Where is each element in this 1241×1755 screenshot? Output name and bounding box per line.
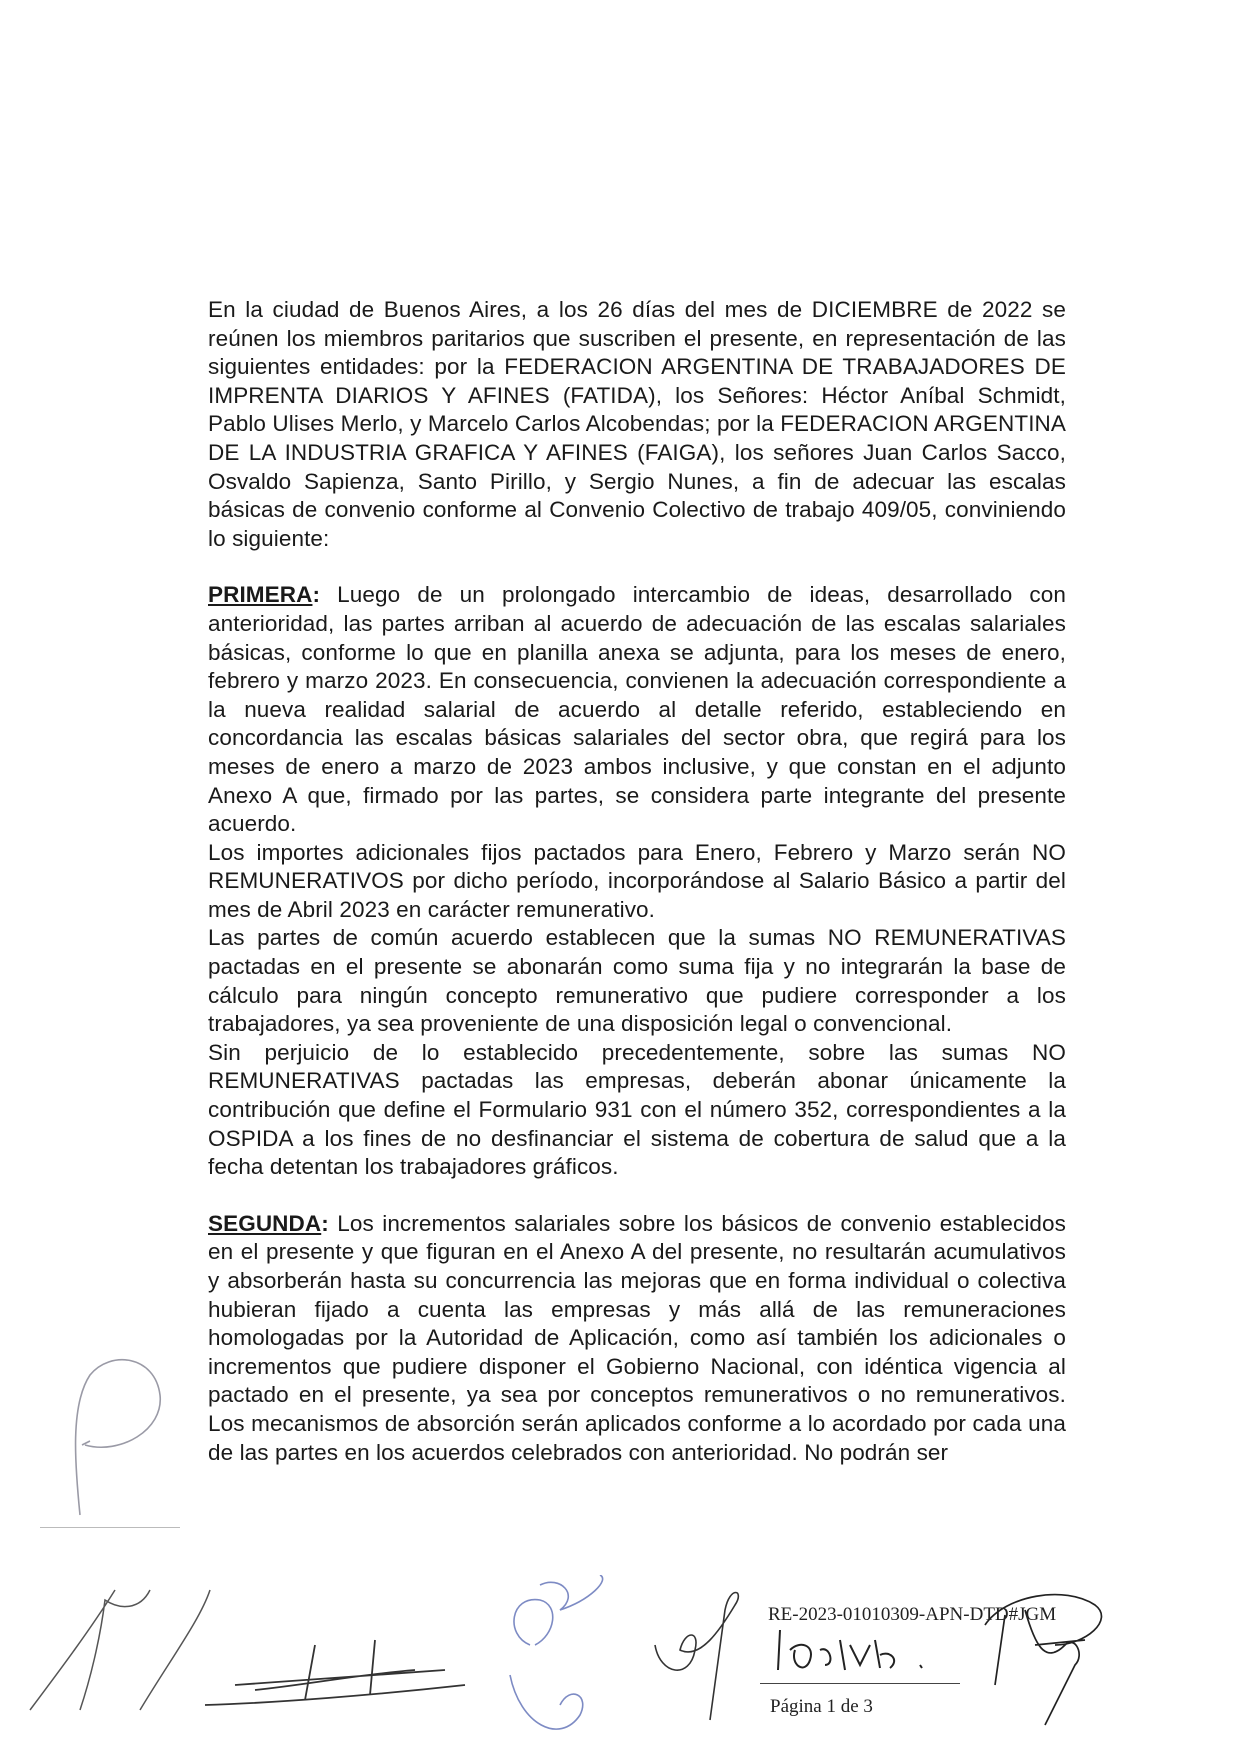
clause-primera-text: Luego de un prolongado intercambio de ideas, desarrollado con anterioridad, las partes arriban al acuerdo de adecuación de las escalas salariales básicas, conforme lo que en planilla anexa se adjunta, para los meses de enero, febrero y marzo 2023. En consecuencia, convienen la adecuación correspondiente a la nueva realidad salarial de acuerdo al detalle referido, estableciendo en concordancia las escalas básicas salariales del sector obra, que regirá para los meses de enero a marzo de 2023 ambos inclusive, y que constan en el adjunto Anexo A que, firmado por las partes, se considera parte integrante del presente acuerdo. bbox=[208, 582, 1066, 837]
primera-paragraph-2: Los importes adicionales fijos pactados para Enero, Febrero y Marzo serán NO REMUNERATIVOS por dicho período, incorporándose al Salario Básico a partir del mes de Abril 2023 en carácter remunerativo. bbox=[208, 839, 1066, 922]
signature-bottom-2 bbox=[195, 1615, 475, 1725]
document-id: RE-2023-01010309-APN-DTD#JGM bbox=[768, 1604, 1057, 1625]
signature-left-margin bbox=[60, 1345, 180, 1525]
signature-bottom-1 bbox=[20, 1570, 220, 1720]
clause-primera: PRIMERA: Luego de un prolongado intercambio de ideas, desarrollado con anterioridad, las partes arriban al acuerdo de adecuación de las escalas salariales básicas, conforme lo que en planilla anexa se adjunta, para los meses de enero, febrero y marzo 2023. En consecuencia, convienen la adecuación correspondiente a la nueva realidad salarial de acuerdo al detalle referido, estableciendo en concordancia las escalas básicas salariales del sector obra, que regirá para los meses de enero a marzo de 2023 ambos inclusive, y que constan en el adjunto Anexo A que, firmado por las partes, se considera parte integrante del presente acuerdo. bbox=[208, 582, 1066, 837]
clause-segunda-text: Los incrementos salariales sobre los básicos de convenio establecidos en el presente y que figuran en el Anexo A del presente, no resultarán acumulativos y absorberán hasta su concurrencia las mejoras que en forma individual o colectiva hubieran fijado a cuenta las empresas y más allá de las remuneraciones homologadas por la Autoridad de Aplicación, como así también los adicionales o incrementos que pudiere disponer el Gobierno Nacional, con idéntica vigencia al pactado en el presente, ya sea por conceptos remunerativos o no remunerativos. Los mecanismos de absorción serán aplicados conforme a lo acordado por cada una de las partes en los acuerdos celebrados con anterioridad. No podrán ser bbox=[208, 1210, 1066, 1465]
page-rule bbox=[760, 1683, 960, 1684]
clause-primera-heading: PRIMERA bbox=[208, 582, 313, 608]
document-body bbox=[208, 296, 1066, 1467]
intro-paragraph: En la ciudad de Buenos Aires, a los 26 días del mes de DICIEMBRE de 2022 se reúnen los miembros paritarios que suscriben el presente, en representación de las siguientes entidades: por la FEDERACION ARGENTINA DE TRABAJADORES DE IMPRENTA DIARIOS Y AFINES (FATIDA), los Señores: Héctor Aníbal Schmidt, Pablo Ulises Merlo, y Marcelo Carlos Alcobendas; por la FEDERACION ARGENTINA DE LA INDUSTRIA GRAFICA Y AFINES (FAIGA), los señores Juan Carlos Sacco, Osvaldo Sapienza, Santo Pirillo, y Sergio Nunes, a fin de adecuar las escalas básicas de convenio conforme al Convenio Colectivo de trabajo 409/05, conviniendo lo siguiente: bbox=[208, 297, 1066, 551]
clause-segunda: SEGUNDA: Los incrementos salariales sobre los básicos de convenio establecidos en el presente y que figuran en el Anexo A del presente, no resultarán acumulativos y absorberán hasta su concurrencia las mejoras que en forma individual o colectiva hubieran fijado a cuenta las empresas y más allá de las remuneraciones homologadas por la Autoridad de Aplicación, como así también los adicionales o incrementos que pudiere disponer el Gobierno Nacional, con idéntica vigencia al pactado en el presente, ya sea por conceptos remunerativos o no remunerativos. Los mecanismos de absorción serán aplicados conforme a lo acordado por cada una de las partes en los acuerdos celebrados con anterioridad. No podrán ser bbox=[208, 1210, 1066, 1465]
primera-paragraph-4: Sin perjuicio de lo establecido precedentemente, sobre las sumas NO REMUNERATIVAS pactadas las empresas, deberán abonar únicamente la contribución que define el Formulario 931 con el número 352, correspondientes a la OSPIDA a los fines de no desfinanciar el sistema de cobertura de salud que a la fecha detentan los trabajadores gráficos. bbox=[208, 1039, 1066, 1180]
clause-segunda-heading: SEGUNDA bbox=[208, 1210, 322, 1236]
margin-rule bbox=[40, 1527, 180, 1528]
primera-paragraph-3: Las partes de común acuerdo establecen que la sumas NO REMUNERATIVAS pactadas en el presente se abonarán como suma fija y no integrarán la base de cálculo para ningún concepto remunerativo que pudiere corresponder a los trabajadores, ya sea proveniente de una disposición legal o convencional. bbox=[208, 925, 1066, 1037]
page-number: Página 1 de 3 bbox=[770, 1696, 873, 1717]
signature-bottom-5 bbox=[770, 1620, 960, 1680]
signature-bottom-4 bbox=[650, 1590, 760, 1730]
signature-bottom-3 bbox=[500, 1575, 620, 1745]
